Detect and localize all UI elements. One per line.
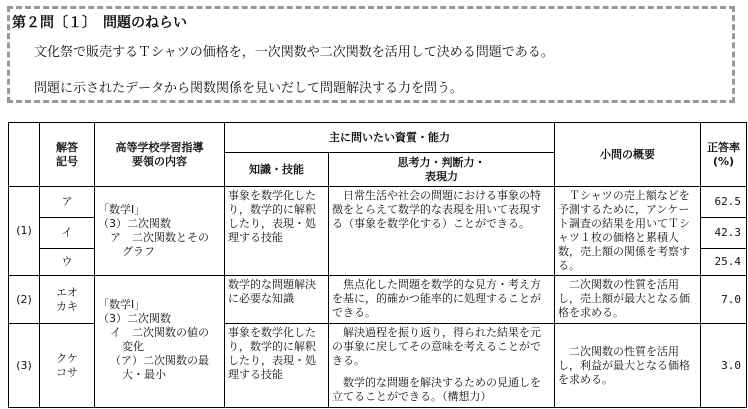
header-kaito-kigo: 解答 記号 xyxy=(40,123,95,187)
question-table xyxy=(8,122,747,408)
yoryo-1-line-4: グラフ xyxy=(122,245,155,258)
yoryo-2-line-4: 変化 xyxy=(122,340,144,353)
rate-3: 3.0 xyxy=(701,324,747,408)
aim-box xyxy=(7,6,735,103)
gaiyo-1: Ｔシャツの売上額などを予測するために，アンケート調査の結果を用いてＴシャツ１枚の価格と累積人数，売上額の関係を考察する。 xyxy=(555,187,701,276)
yoryo-2-line-2: （3）二次関数 xyxy=(98,312,171,325)
yoryo-2-line-1: 「数学Ⅰ」 xyxy=(98,298,146,311)
yoryo-1-line-3: ア 二次関数とその xyxy=(110,231,209,244)
header-blank xyxy=(9,123,40,187)
aim-line-1: 文化祭で販売するＴシャツの価格を，一次関数や二次関数を活用して決める問題である。 xyxy=(34,45,554,60)
gaiyo-3: 二次関数の性質を活用し，利益が最大となる価格を求める。 xyxy=(555,324,701,408)
rate-2: 7.0 xyxy=(701,276,747,324)
kigo-2 xyxy=(40,276,95,324)
yoryo-2-line-5: （ア）二次関数の最 xyxy=(110,354,209,367)
rate-a: 62.5 xyxy=(701,187,747,218)
kigo-kuke: クケ xyxy=(56,351,78,365)
yoryo-1-line-2: （3）二次関数 xyxy=(98,217,171,230)
group-label-2: (2) xyxy=(9,276,40,324)
shiko-3 xyxy=(329,324,555,408)
shiko-1: 日常生活や社会の問題における事象の特徴をとらえて数学的な表現を用いて表現する（事象を数学化する）ことができる。 xyxy=(329,187,555,276)
group-label-3: (3) xyxy=(9,324,40,408)
header-chishiki: 知識・技能 xyxy=(225,153,329,187)
rate-u: 25.4 xyxy=(701,248,747,275)
kigo-eo: エオ xyxy=(56,285,78,299)
kigo-3 xyxy=(40,324,95,408)
rate-i: 42.3 xyxy=(701,218,747,248)
aim-title: 第２問〔１〕 問題のねらい xyxy=(12,15,187,31)
yoryo-2-line-3: イ 二次関数の値の xyxy=(110,326,209,339)
yoryo-1-line-1: 「数学Ⅰ」 xyxy=(98,203,146,216)
yoryo-1 xyxy=(95,187,225,276)
yoryo-2 xyxy=(95,276,225,408)
kigo-kosa: コサ xyxy=(56,365,78,379)
shiko-3-para-2: 数学的な問題を解決するための見通しを立てることができる。（構想力） xyxy=(332,376,541,403)
header-shido-yoryo: 高等学校学習指導 要領の内容 xyxy=(95,123,225,187)
yoryo-2-line-6: 大・最小 xyxy=(122,368,166,381)
gaiyo-2: 二次関数の性質を活用し，売上額が最大となる価格を求める。 xyxy=(555,276,701,324)
kigo-kaki: カキ xyxy=(56,299,78,313)
kigo-a: ア xyxy=(40,187,95,218)
chishiki-3: 事象を数学化したり，数学的に解釈したり，表現・処理する技能 xyxy=(225,324,329,408)
header-gaiyo: 小問の概要 xyxy=(555,123,701,187)
aim-line-2: 問題に示されたデータから関数関係を見いだして問題解決する力を問う。 xyxy=(34,81,464,96)
header-shikoryoku: 思考力・判断力・ 表現力 xyxy=(329,153,555,187)
shiko-2: 焦点化した問題を数学的な見方・考え方を基に，的確かつ能率的に処理することができる。 xyxy=(329,276,555,324)
chishiki-2: 数学的な問題解決に必要な知識 xyxy=(225,276,329,324)
header-shishitsu: 主に問いたい資質・能力 xyxy=(225,123,555,153)
kigo-i: イ xyxy=(40,218,95,248)
header-seitoritsu: 正答率 (%) xyxy=(701,123,747,187)
shiko-3-para-1: 解決過程を振り返り，得られた結果を元の事象に戻してその意味を考えることができる。 xyxy=(332,326,541,367)
chishiki-1: 事象を数学化したり，数学的に解釈したり，表現・処理する技能 xyxy=(225,187,329,276)
group-label-1: (1) xyxy=(9,187,40,276)
kigo-u: ウ xyxy=(40,248,95,275)
